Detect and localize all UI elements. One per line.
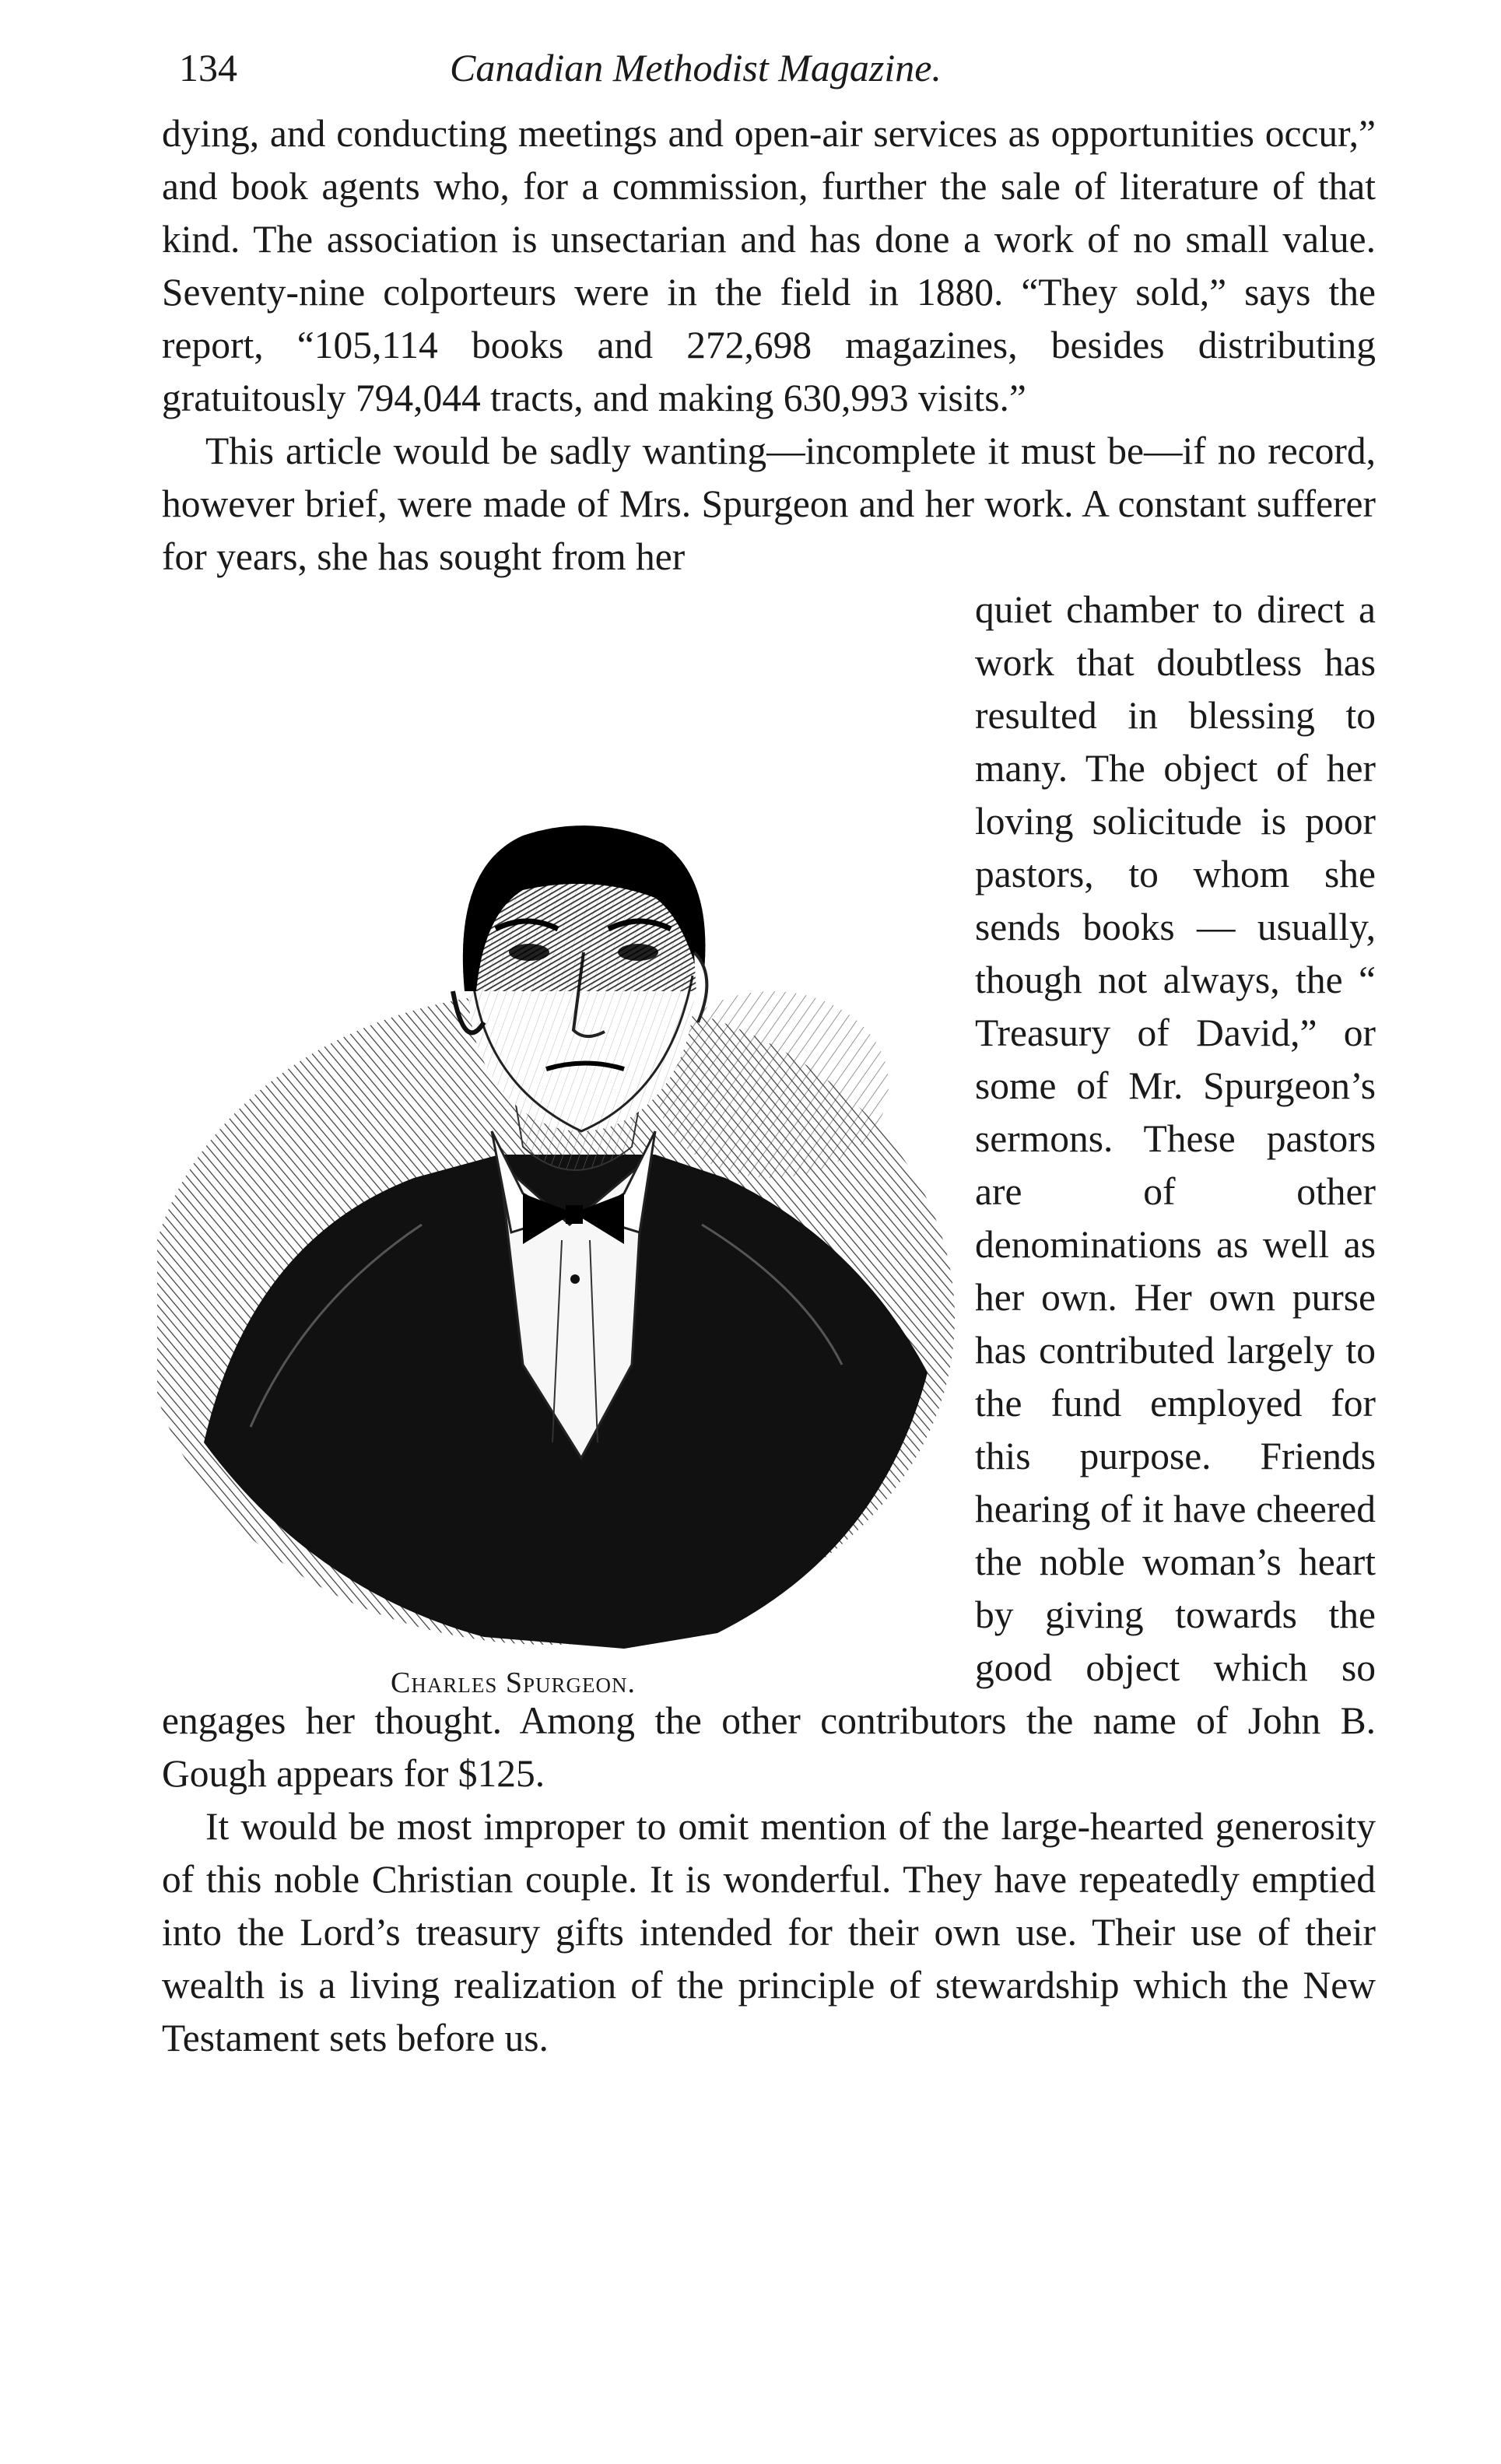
- paragraph-mrs-spurgeon-wrap: quiet chamber to direct a work that doubtless has resulted in blessing to many. The object of her loving solicitude is poor pastors, to whom she sends books — usually, though not always, the “ Treasury of David,” or some of Mr. Spurgeon’s sermons. These pastors are of other denominations as well as her own. Her own purse has contributed largely to the fund employed for this purpose. Friends hearing of it have cheered the noble woman’s heart by giving towards the good object which so engages her thought. Among the other contributors the name of John B. Gough appears for $125.: [162, 588, 1376, 1795]
- paragraph-generosity: It would be most improper to omit mention of the large-hearted generosity of this noble Christian couple. It is wonderful. They have repeatedly emptied into the Lord’s treasury gifts intended for their own use. Their use of their wealth is a living realization of the principle of stewardship which the New Testament sets before us.: [162, 1805, 1376, 2059]
- paragraph-mrs-spurgeon-lead: This article would be sadly wanting—incomplete it must be—if no record, however brief, were made of Mrs. Spurgeon and her work. A constant sufferer for years, she has sought from her: [162, 429, 1376, 578]
- portrait-engraving: [157, 587, 955, 1691]
- page-header: [162, 45, 1376, 107]
- portrait-figure: [157, 587, 955, 1699]
- article-body: [162, 107, 1376, 2065]
- page: [162, 45, 1376, 2065]
- paragraph-colporteurs: dying, and conducting meetings and open-air services as opportunities occur,” and book agents who, for a commission, further the sale of literature of that kind. The association is unsectarian and has done a work of no small value. Seventy-nine colporteurs were in the field in 1880. “They sold,” says the report, “105,114 books and 272,698 magazines, besides distributing gratuitously 794,044 tracts, and making 630,993 visits.”: [162, 112, 1376, 419]
- running-title: Canadian Methodist Magazine.: [450, 46, 942, 89]
- page-number: 134: [179, 46, 237, 89]
- portrait-caption: Charles Spurgeon.: [391, 1667, 636, 1699]
